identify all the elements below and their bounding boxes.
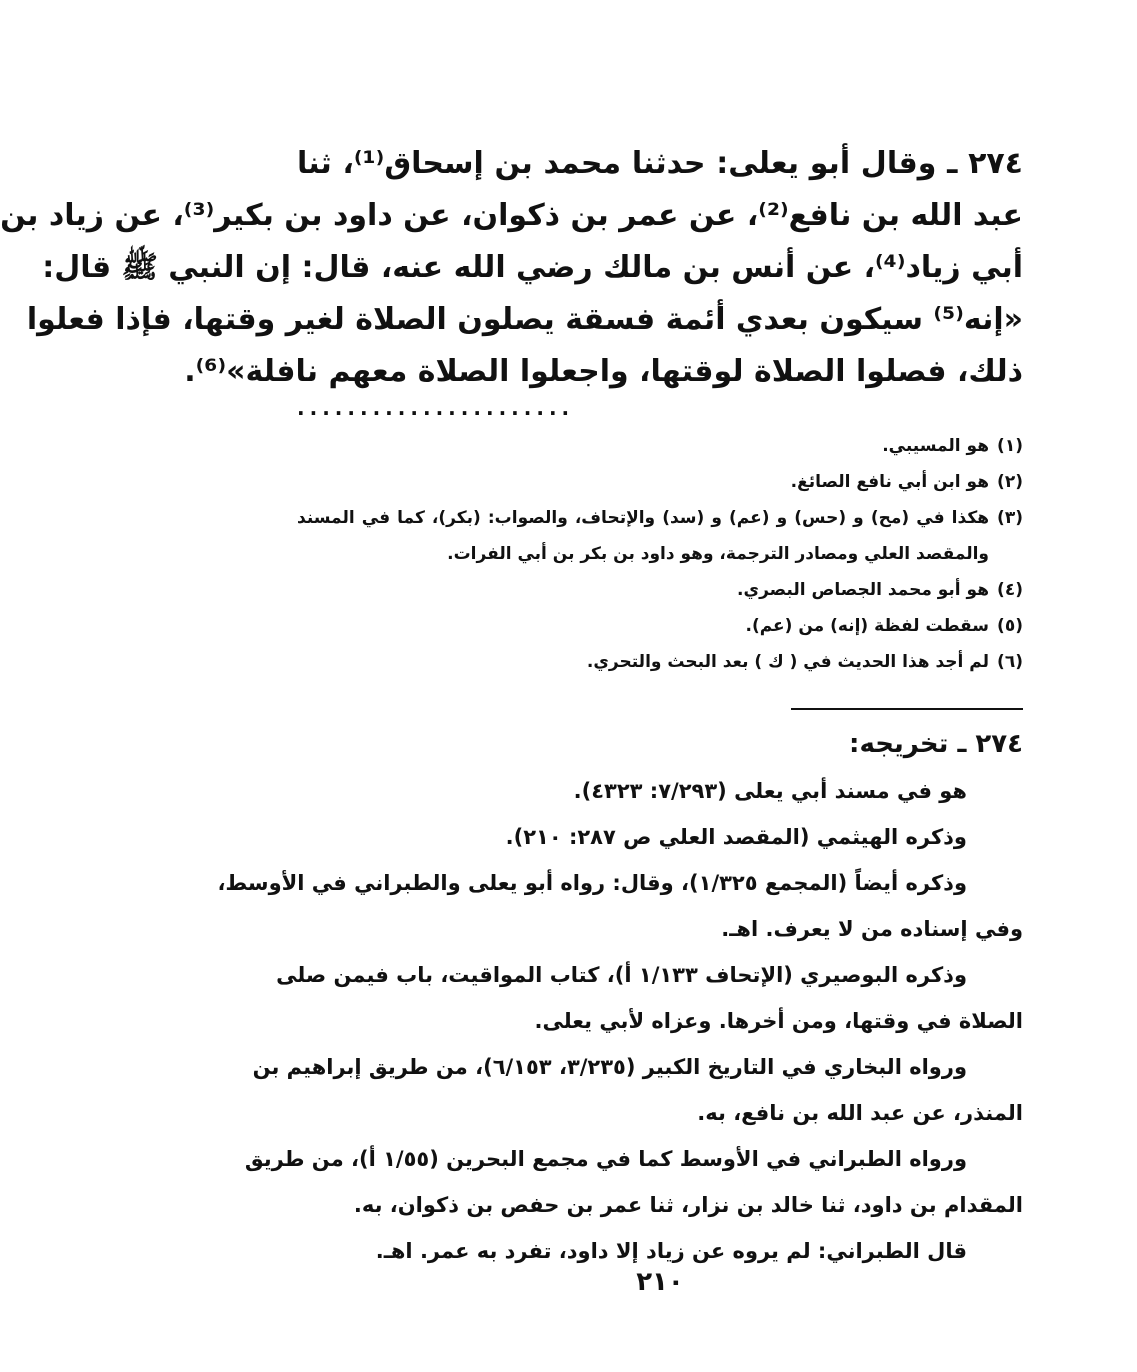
footnote (297, 500, 1023, 572)
takhrij-line: وفي إسناده من لا يعرف. اهـ. (721, 917, 1023, 941)
hadith-text (0, 138, 1023, 398)
takhrij-line: ورواه البخاري في التاريخ الكبير (٣/٢٣٥، ٦/١٥٣)، من طريق إبراهيم بن (252, 1055, 967, 1079)
footnote-number: (٥) (997, 616, 1023, 636)
section-divider (791, 708, 1023, 710)
takhrij-line: ورواه الطبراني في الأوسط كما في مجمع البحرين (١/٥٥ أ)، من طريق (244, 1147, 967, 1171)
footnote (297, 572, 1023, 608)
footnotes (297, 428, 1023, 680)
hadith-line: ذلك، فصلوا الصلاة لوقتها، واجعلوا الصلاة معهم نافلة»⁽⁶⁾. (184, 354, 1023, 389)
takhrij-line: وذكره الهيثمي (المقصد العلي ص ٢٨٧: ٢١٠). (505, 825, 967, 849)
footnote-text: هو أبو محمد الجصاص البصري. (737, 580, 989, 600)
footnote-number: (٦) (997, 652, 1023, 672)
footnote-text: هو المسيبي. (882, 436, 989, 456)
takhrij-line: وذكره أيضاً (المجمع ١/٣٢٥)، وقال: رواه أبو يعلى والطبراني في الأوسط، (217, 871, 967, 895)
takhrij-line: المنذر، عن عبد الله بن نافع، به. (697, 1101, 1023, 1125)
takhrij-body (217, 768, 1023, 1274)
takhrij-line: الصلاة في وقتها، ومن أخرها. وعزاه لأبي يعلى. (534, 1009, 1023, 1033)
hadith-line: عبد الله بن نافع⁽²⁾، عن عمر بن ذكوان، عن داود بن بكير⁽³⁾، عن زياد بن (0, 198, 1023, 233)
footnote-number: (٤) (997, 580, 1023, 600)
takhrij-heading: ٢٧٤ ـ تخريجه: (849, 729, 1023, 759)
footnote-number: (٣) (997, 508, 1023, 528)
hadith-line: أبي زياد⁽⁴⁾، عن أنس بن مالك رضي الله عنه، قال: إن النبي ﷺ قال: (42, 250, 1023, 285)
page-number: ٢١٠ (636, 1267, 684, 1297)
takhrij-line: وذكره البوصيري (الإتحاف ١/١٣٣ أ)، كتاب المواقيت، باب فيمن صلى (276, 963, 967, 987)
hadith-line: «إنه⁽⁵⁾ سيكون بعدي أئمة فسقة يصلون الصلاة لغير وقتها، فإذا فعلوا (26, 302, 1023, 337)
footnote (297, 464, 1023, 500)
footnote-text: هو ابن أبي نافع الصائغ. (790, 472, 989, 492)
footnote-number: (٢) (997, 472, 1023, 492)
takhrij-line: هو في مسند أبي يعلى (٧/٢٩٣: ٤٣٢٣). (573, 779, 967, 803)
takhrij-line: المقدام بن داود، ثنا خالد بن نزار، ثنا عمر بن حفص بن ذكوان، به. (353, 1193, 1023, 1217)
footnote-text: لم أجد هذا الحديث في ( ك ) بعد البحث والتحري. (586, 652, 989, 672)
footnote (297, 644, 1023, 680)
hadith-line: ٢٧٤ ـ وقال أبو يعلى: حدثنا محمد بن إسحاق⁽¹⁾، ثنا (297, 146, 1023, 181)
takhrij-line: قال الطبراني: لم يروه عن زياد إلا داود، تفرد به عمر. اهـ. (375, 1239, 967, 1263)
footnote-text: هكذا في (مح) و (حس) و (عم) و (سد) والإتحاف، والصواب: (بكر)، كما في المسند والمقصد العلي ومصادر الترجمة، وهو داود بن بكر بن أبي الفرات. (297, 508, 989, 564)
footnote-number: (١) (997, 436, 1023, 456)
footnote (297, 428, 1023, 464)
footnote-separator: ...................... (297, 396, 575, 420)
footnote-text: سقطت لفظة (إنه) من (عم). (745, 616, 989, 636)
footnote (297, 608, 1023, 644)
